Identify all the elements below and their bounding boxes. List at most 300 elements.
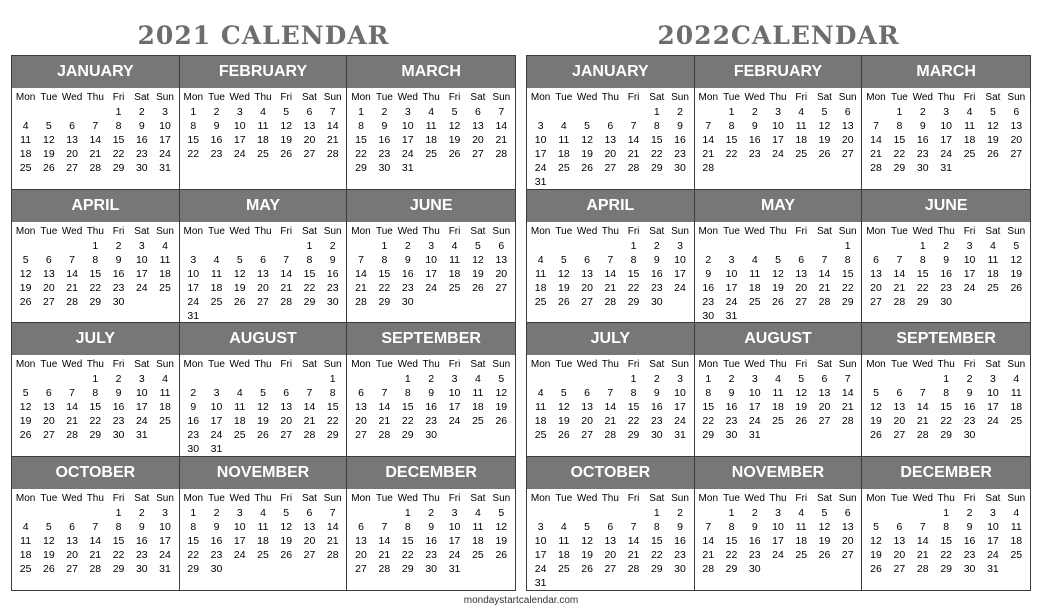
day-cell: 8	[919, 253, 926, 266]
day-cell: 10	[725, 267, 738, 280]
day-cell	[958, 161, 981, 175]
day-cell: 26	[448, 148, 461, 160]
weekday-label: Thu	[254, 225, 272, 237]
day-cell: 24	[674, 415, 686, 427]
day-cell: 21	[604, 281, 617, 294]
month-block	[12, 323, 180, 457]
month-day-grid	[695, 88, 862, 175]
day-cell: 11	[795, 120, 807, 132]
day-cell	[321, 309, 344, 323]
day-cell: 9	[428, 520, 435, 533]
day-cell: 21	[355, 281, 367, 294]
day-cell	[864, 105, 887, 119]
day-cell: 30	[135, 162, 148, 174]
weekday-label: Wed	[61, 225, 83, 237]
day-cell: 6	[896, 520, 903, 533]
day-cell: 9	[966, 387, 973, 399]
day-cell: 5	[45, 120, 52, 132]
weekday-label: Tue	[890, 225, 908, 237]
weekday-label: Tue	[555, 492, 573, 504]
day-cell: 19	[581, 148, 593, 160]
day-cell: 22	[89, 415, 102, 427]
weekday-label: Sun	[671, 359, 689, 370]
day-cell: 27	[795, 295, 808, 308]
day-cell: 7	[821, 253, 828, 266]
day-cell: 14	[378, 534, 391, 547]
day-cell: 2	[966, 373, 973, 385]
day-cell: 29	[725, 562, 738, 575]
day-cell: 26	[280, 148, 293, 160]
day-cell: 17	[987, 401, 999, 413]
day-cell	[552, 239, 575, 253]
day-cell: 30	[674, 562, 686, 575]
day-cell: 16	[210, 534, 223, 547]
day-cell: 8	[653, 120, 660, 132]
day-cell: 27	[66, 562, 78, 575]
day-cell	[743, 309, 766, 323]
month-name: NOVEMBER	[695, 457, 862, 489]
day-cell: 15	[112, 534, 125, 547]
day-cell	[552, 105, 575, 119]
day-cell: 15	[893, 134, 906, 146]
weekday-label: Sat	[134, 92, 150, 103]
day-cell: 24	[772, 548, 784, 561]
day-cell: 5	[798, 373, 805, 385]
day-cell: 16	[963, 534, 976, 547]
day-cell: 5	[775, 253, 781, 266]
day-cell: 14	[627, 534, 640, 547]
month-name: JUNE	[347, 190, 515, 222]
day-cell: 23	[112, 281, 125, 294]
day-cell: 6	[283, 387, 290, 399]
day-cell: 19	[581, 548, 593, 561]
day-cell: 15	[401, 534, 414, 547]
day-cell: 27	[355, 429, 367, 441]
weekday-label: Mon	[530, 225, 551, 237]
weekday-label: Thu	[86, 92, 104, 103]
day-cell: 20	[495, 267, 508, 280]
day-cell: 1	[943, 506, 950, 519]
day-cell: 28	[604, 295, 617, 308]
day-cell: 1	[728, 106, 735, 118]
day-cell: 12	[772, 267, 784, 280]
day-cell: 25	[963, 148, 976, 160]
day-cell: 14	[66, 401, 78, 413]
day-cell	[1005, 161, 1028, 175]
day-cell: 27	[581, 295, 593, 308]
day-cell: 2	[213, 506, 220, 519]
day-cell: 18	[19, 148, 32, 160]
day-cell: 7	[283, 253, 290, 266]
day-cell: 7	[381, 520, 388, 533]
day-cell	[37, 372, 60, 386]
weekday-label: Tue	[555, 225, 573, 237]
month-name: SEPTEMBER	[862, 323, 1030, 355]
weekday-label: Sun	[1007, 225, 1026, 237]
day-cell: 20	[604, 548, 617, 561]
weekday-label: Fri	[280, 92, 293, 103]
day-cell	[275, 309, 298, 323]
day-cell: 31	[401, 162, 414, 174]
day-cell: 14	[870, 134, 882, 146]
day-cell: 3	[236, 106, 243, 118]
weekday-label: Thu	[937, 492, 955, 504]
day-cell: 31	[210, 443, 223, 455]
day-cell	[813, 428, 836, 442]
day-cell: 17	[159, 134, 171, 146]
weekday-label: Mon	[698, 225, 718, 237]
day-cell: 11	[234, 401, 246, 413]
day-cell: 22	[326, 415, 339, 427]
day-cell: 28	[627, 162, 640, 174]
weekday-label: Thu	[601, 225, 619, 237]
day-cell: 10	[425, 253, 437, 266]
day-cell: 5	[283, 506, 290, 519]
day-cell: 3	[990, 373, 996, 385]
weekday-label: Sat	[134, 492, 150, 504]
weekday-label: Fri	[795, 225, 808, 237]
day-cell: 29	[89, 295, 102, 308]
day-cell: 28	[378, 562, 391, 575]
month-block	[527, 56, 695, 190]
day-cell: 29	[841, 295, 854, 308]
month-name: AUGUST	[695, 323, 862, 355]
month-name: OCTOBER	[12, 457, 179, 489]
day-cell: 7	[381, 387, 388, 399]
day-cell: 17	[159, 534, 171, 547]
day-cell: 3	[404, 106, 411, 118]
weekday-label: Mon	[530, 359, 551, 370]
day-cell: 29	[326, 429, 339, 441]
weekday-label: Sun	[323, 92, 342, 103]
weekday-label: Tue	[375, 92, 393, 103]
day-cell: 27	[581, 429, 593, 441]
day-cell: 15	[378, 267, 391, 280]
day-cell: 11	[472, 387, 484, 399]
day-cell	[813, 309, 836, 323]
day-cell: 19	[1010, 267, 1023, 280]
day-cell: 10	[233, 120, 246, 132]
day-cell: 7	[607, 387, 614, 399]
day-cell	[836, 161, 859, 175]
day-cell: 5	[475, 239, 481, 252]
month-block	[695, 457, 863, 591]
day-cell: 26	[772, 295, 784, 308]
weekday-label: Wed	[397, 492, 418, 504]
day-cell: 1	[306, 239, 313, 252]
day-cell: 22	[378, 281, 391, 294]
day-cell: 15	[187, 534, 200, 547]
day-cell: 5	[283, 106, 290, 118]
day-cell	[60, 372, 83, 386]
day-cell	[766, 428, 789, 442]
day-cell: 1	[404, 373, 411, 385]
weekday-label: Fri	[448, 492, 461, 504]
day-cell	[251, 442, 274, 456]
weekday-label: Wed	[397, 225, 418, 237]
day-cell: 11	[449, 253, 460, 266]
day-cell: 18	[748, 281, 761, 294]
day-cell: 12	[233, 267, 246, 280]
day-cell: 8	[190, 520, 197, 533]
day-cell	[599, 506, 622, 520]
day-cell: 19	[495, 401, 508, 413]
day-cell: 3	[213, 387, 220, 399]
day-cell: 13	[581, 401, 593, 413]
weekday-label: Thu	[86, 359, 104, 370]
day-cell: 5	[990, 106, 996, 118]
day-cell: 28	[280, 295, 293, 308]
day-cell: 24	[748, 415, 761, 427]
day-cell: 31	[940, 162, 952, 174]
day-cell: 26	[581, 162, 593, 174]
weekday-label: Mon	[698, 492, 718, 504]
day-cell: 30	[326, 295, 339, 308]
day-cell: 16	[963, 401, 976, 413]
day-cell	[153, 295, 176, 309]
day-cell: 7	[92, 520, 99, 533]
day-cell: 15	[303, 267, 316, 280]
month-block	[347, 56, 515, 190]
day-cell	[599, 105, 622, 119]
day-cell: 4	[162, 373, 168, 385]
day-cell: 31	[725, 309, 738, 322]
day-cell: 6	[844, 106, 851, 118]
day-cell: 29	[627, 295, 640, 308]
day-cell: 2	[677, 106, 683, 118]
day-cell: 18	[558, 548, 570, 561]
weekday-label: Fri	[795, 492, 808, 504]
day-cell: 22	[303, 281, 316, 294]
day-cell	[981, 161, 1004, 175]
day-cell: 3	[162, 506, 168, 519]
month-block	[527, 190, 695, 324]
day-cell: 30	[702, 309, 715, 322]
day-cell	[911, 506, 934, 520]
day-cell: 26	[581, 562, 593, 575]
month-day-grid	[862, 489, 1030, 576]
weekday-label: Thu	[601, 359, 619, 370]
day-cell: 16	[401, 267, 414, 280]
day-cell: 9	[751, 520, 758, 533]
day-cell: 4	[260, 106, 266, 118]
day-cell	[298, 562, 321, 576]
day-cell: 6	[584, 253, 590, 266]
day-cell: 18	[795, 534, 808, 547]
day-cell: 20	[43, 281, 55, 294]
day-cell: 4	[560, 520, 567, 533]
weekday-label: Thu	[254, 492, 272, 504]
day-cell: 30	[425, 429, 437, 441]
day-cell: 6	[69, 120, 75, 132]
day-cell: 30	[425, 562, 437, 575]
day-cell: 24	[233, 148, 246, 160]
weekday-label: Sat	[816, 492, 832, 504]
day-cell: 3	[966, 239, 973, 252]
day-cell: 20	[870, 281, 882, 294]
day-cell: 24	[159, 548, 171, 561]
day-cell	[1005, 562, 1028, 576]
weekday-label: Thu	[422, 492, 440, 504]
day-cell: 27	[604, 562, 617, 575]
day-cell: 22	[841, 281, 854, 294]
day-cell: 11	[159, 387, 171, 399]
day-cell: 13	[280, 401, 293, 413]
day-cell: 18	[534, 281, 547, 294]
weekday-label: Sun	[323, 225, 342, 237]
day-cell: 11	[795, 520, 807, 533]
day-cell: 27	[1010, 148, 1023, 160]
day-cell: 12	[558, 267, 570, 280]
month-block	[180, 56, 348, 190]
day-cell: 25	[534, 295, 547, 308]
weekday-label: Fri	[627, 492, 640, 504]
day-cell: 3	[537, 120, 544, 132]
day-cell: 26	[19, 429, 32, 441]
weekday-label: Mon	[183, 492, 203, 504]
day-cell: 5	[584, 520, 590, 533]
day-cell: 30	[650, 429, 663, 441]
weekday-label: Sat	[470, 92, 486, 103]
weekday-label: Fri	[448, 359, 461, 370]
day-cell: 31	[159, 562, 171, 575]
day-cell: 23	[702, 295, 715, 308]
day-cell: 20	[66, 548, 78, 561]
day-cell: 8	[115, 120, 122, 132]
day-cell: 5	[821, 506, 828, 519]
day-cell: 10	[448, 387, 461, 399]
day-cell: 17	[401, 134, 414, 146]
weekday-label: Sat	[816, 359, 832, 370]
day-cell: 14	[355, 267, 367, 280]
day-cell	[275, 372, 298, 386]
day-cell: 11	[535, 267, 547, 280]
weekday-label: Mon	[866, 225, 886, 237]
day-cell: 3	[677, 239, 683, 252]
day-cell: 23	[650, 415, 663, 427]
weekday-label: Fri	[963, 359, 976, 370]
day-cell	[443, 161, 466, 175]
day-cell: 2	[705, 253, 712, 266]
day-cell: 20	[893, 548, 906, 561]
weekday-label: Wed	[576, 92, 598, 103]
day-cell: 9	[705, 267, 712, 280]
day-cell: 15	[702, 401, 715, 413]
month-day-grid	[695, 222, 862, 323]
day-cell: 23	[425, 415, 437, 427]
day-cell: 16	[748, 534, 761, 547]
day-cell: 12	[870, 534, 882, 547]
day-cell: 2	[138, 506, 145, 519]
month-name: SEPTEMBER	[347, 323, 515, 355]
weekday-label: Wed	[744, 225, 765, 237]
day-cell: 19	[772, 281, 784, 294]
day-cell: 25	[448, 281, 461, 294]
month-block	[695, 190, 863, 324]
day-cell	[599, 175, 622, 189]
day-cell	[668, 175, 691, 189]
day-cell	[228, 372, 251, 386]
day-cell: 24	[674, 281, 686, 294]
day-cell: 17	[674, 267, 686, 280]
day-cell: 26	[870, 429, 882, 441]
weekday-label: Sat	[985, 92, 1001, 103]
month-block	[347, 190, 515, 324]
day-cell: 31	[135, 429, 148, 441]
day-cell: 18	[448, 267, 461, 280]
day-cell: 3	[677, 373, 683, 385]
day-cell: 9	[115, 387, 122, 399]
day-cell: 23	[401, 281, 414, 294]
day-cell: 3	[751, 373, 758, 385]
day-cell: 4	[475, 373, 481, 385]
day-cell: 1	[630, 373, 637, 385]
month-block	[527, 323, 695, 457]
day-cell: 28	[66, 295, 78, 308]
day-cell	[419, 161, 442, 175]
day-cell: 23	[378, 148, 391, 160]
day-cell	[743, 161, 766, 175]
day-cell	[251, 562, 274, 576]
day-cell: 16	[187, 415, 200, 427]
day-cell: 26	[43, 162, 55, 174]
day-cell: 25	[257, 548, 269, 561]
day-cell: 7	[896, 253, 903, 266]
day-cell: 29	[112, 562, 125, 575]
month-day-grid	[695, 489, 862, 576]
day-cell: 25	[534, 429, 547, 441]
day-cell: 2	[115, 239, 122, 252]
day-cell: 8	[728, 120, 735, 132]
weekday-label: Sun	[838, 225, 857, 237]
day-cell: 28	[326, 548, 339, 561]
day-cell: 1	[896, 106, 903, 118]
day-cell: 25	[472, 415, 484, 427]
day-cell: 14	[495, 120, 508, 132]
day-cell	[228, 239, 251, 253]
day-cell: 24	[187, 295, 200, 308]
day-cell: 24	[987, 548, 999, 561]
day-cell: 10	[448, 520, 461, 533]
day-cell: 22	[401, 548, 414, 561]
day-cell: 1	[630, 239, 637, 252]
day-cell: 6	[260, 253, 266, 266]
day-cell: 15	[940, 401, 952, 413]
weekday-label: Wed	[744, 492, 765, 504]
day-cell: 25	[558, 562, 570, 575]
day-cell: 20	[472, 134, 484, 146]
day-cell: 8	[630, 253, 637, 266]
day-cell	[622, 506, 645, 520]
day-cell: 7	[919, 520, 926, 533]
weekday-label: Mon	[866, 492, 886, 504]
day-cell: 21	[870, 148, 882, 160]
footer-site-link[interactable]: mondaystartcalendar.com	[463, 595, 579, 606]
month-day-grid	[862, 88, 1030, 175]
day-cell: 14	[893, 267, 906, 280]
weekday-label: Tue	[890, 92, 908, 103]
day-cell: 17	[187, 281, 200, 294]
weekday-label: Sat	[134, 359, 150, 370]
day-cell: 6	[821, 373, 828, 385]
weekday-label: Sat	[470, 225, 486, 237]
day-cell: 9	[404, 253, 411, 266]
day-cell: 23	[650, 281, 663, 294]
day-cell: 24	[401, 148, 414, 160]
year-title-2022: 2022CALENDAR	[657, 21, 900, 50]
day-cell: 7	[69, 253, 75, 266]
day-cell: 8	[844, 253, 851, 266]
